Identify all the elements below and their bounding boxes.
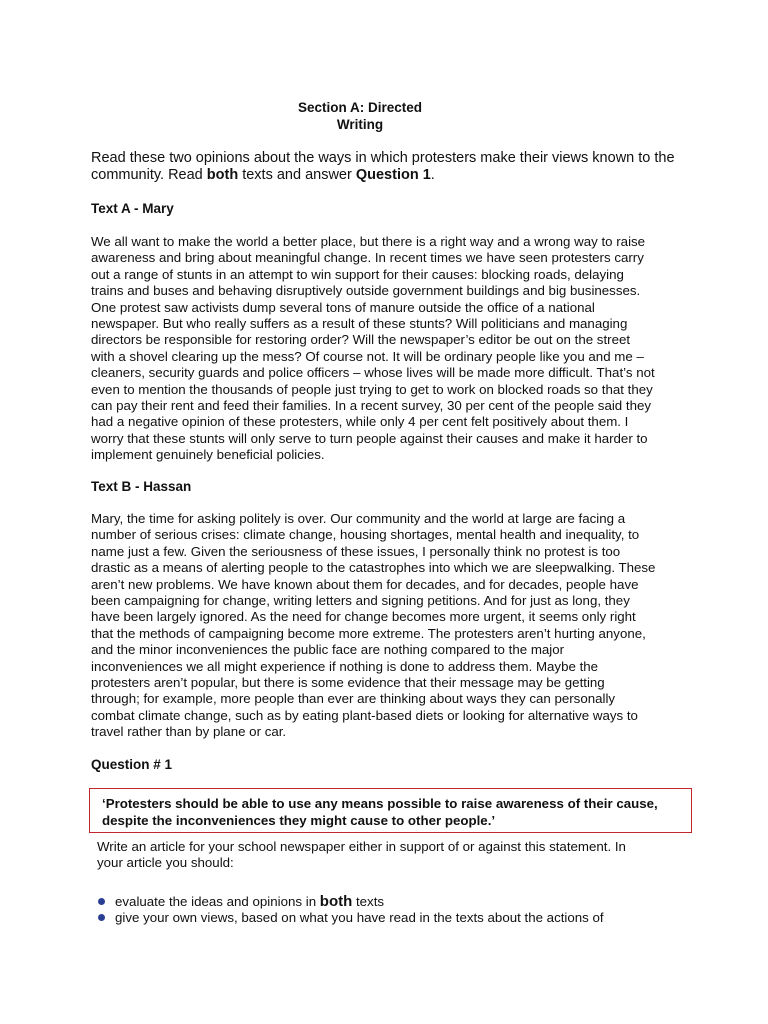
task-instructions: [97, 839, 626, 872]
bullet-icon: [98, 914, 105, 921]
intro-text: .: [430, 167, 435, 183]
text-a-line: directors be responsible for restoring order? Will the newspaper’s editor be out on the street: [91, 332, 631, 348]
text-a-label: Text A - Mary: [91, 201, 174, 216]
text-a-line: One protest saw activists dump several tons of manure outside the office of a national: [91, 299, 595, 315]
text-a-line: implement genuinely beneficial policies.: [91, 447, 325, 463]
text-b-line: Mary, the time for asking politely is over. Our community and the world at large are facing a: [91, 511, 626, 526]
bullet-text: texts: [352, 894, 385, 909]
intro-bold-question: Question 1: [355, 167, 431, 183]
statement-line1: ‘Protesters should be able to use any means possible to raise awareness of their cause,: [102, 796, 658, 811]
intro-paragraph: [91, 150, 731, 184]
text-b-line: travel rather than by plane or car.: [91, 724, 287, 740]
task-line2: your article you should:: [97, 855, 234, 871]
text-b-line: through; for example, more people than ever are thinking about ways they can personally: [91, 691, 616, 707]
statement-quote: [102, 795, 658, 829]
text-a-line: awareness and bring about meaningful change. In recent times we have seen protesters carry: [91, 250, 644, 266]
question-label: Question # 1: [91, 757, 173, 772]
section-title: [0, 99, 720, 133]
intro-text: community. Read: [91, 167, 207, 183]
bullet-item: [98, 894, 384, 910]
text-b-label: Text B - Hassan: [91, 479, 192, 494]
text-b-line: number of serious crises: climate change, housing shortages, mental health and inequality, to: [91, 527, 640, 543]
text-a-line: cleaners, security guards and police officers – whose lives will be made more difficult. That’s not: [91, 365, 655, 381]
text-b-line: combat climate change, such as by eating plant-based diets or looking for alternative ways to: [91, 707, 638, 723]
bullet-item: [98, 910, 604, 926]
text-a-line: trains and buses and behaving disruptively outside government buildings and big businesses.: [91, 283, 641, 299]
bullet-icon: [98, 898, 105, 905]
text-a-line: out a range of stunts in an attempt to win support for their causes: blocking roads, delaying: [91, 266, 624, 282]
text-b-line: and the minor inconveniences the public face are nothing compared to the major: [91, 642, 565, 658]
text-a-line: We all want to make the world a better place, but there is a right way and a wrong way to raise: [91, 234, 646, 249]
text-b-line: been campaigning for change, writing letters and signing petitions. And for just as long, they: [91, 593, 630, 609]
text-b-line: inconveniences we all might experience if nothing is done to address them. Maybe the: [91, 658, 599, 674]
text-a-line: had a negative opinion of these protesters, while only 4 per cent felt positively about them. I: [91, 414, 629, 430]
intro-bold-both: both: [206, 167, 239, 183]
text-b-line: drastic as a means of alerting people to the catastrophes into which we are sleepwalking. These: [91, 560, 656, 576]
bullet-text: evaluate the ideas and opinions in: [115, 894, 320, 909]
section-title-line1: Section A: Directed: [297, 100, 423, 115]
intro-line2: [91, 167, 731, 184]
task-line1: Write an article for your school newspaper either in support of or against this statement. In: [97, 839, 626, 854]
text-a-line: can pay their rent and feed their families. In a recent survey, 30 per cent of the people said they: [91, 398, 652, 414]
text-a-line: with a shovel clearing up the mess? Of course not. It will be ordinary people like you and me –: [91, 348, 644, 364]
text-a-line: newspaper. But who really suffers as a result of these stunts? Will politicians and managing: [91, 316, 628, 332]
text-a-line: even to mention the thousands of people just trying to get to work on blocked roads so that they: [91, 381, 653, 397]
intro-text: texts and answer: [238, 167, 356, 183]
text-b-line: have been largely ignored. As the need for change becomes more urgent, it seems only right: [91, 609, 636, 625]
text-a-line: worry that these stunts will only serve to turn people against their causes and make it harder to: [91, 430, 648, 446]
text-a-paragraph: [91, 234, 691, 464]
bullet-text: give your own views, based on what you have read in the texts about the actions of: [115, 910, 604, 925]
text-b-line: that the methods of campaigning become more extreme. The protesters aren’t hurting anyone,: [91, 625, 646, 641]
bullet-bold-both: both: [319, 893, 353, 910]
statement-line2: despite the inconveniences they might cause to other people.’: [102, 813, 496, 828]
text-b-paragraph: [91, 511, 691, 741]
intro-line1: Read these two opinions about the ways in which protesters make their views known to the: [91, 150, 675, 166]
text-b-line: aren’t new problems. We have known about them for decades, and for decades, people have: [91, 576, 639, 592]
section-title-line2: Writing: [336, 117, 384, 132]
text-b-line: name just a few. Given the seriousness of these issues, I personally think no protest is too: [91, 543, 621, 559]
text-b-line: protesters aren’t popular, but there is some evidence that their message may be getting: [91, 675, 605, 691]
